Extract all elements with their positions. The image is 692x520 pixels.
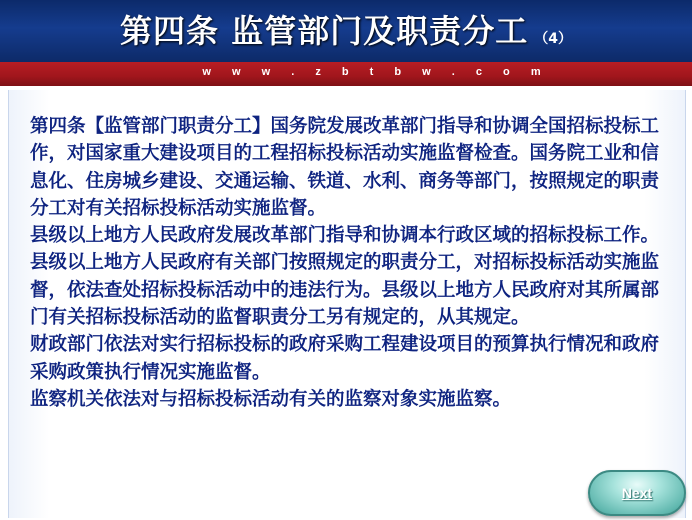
page-title (0, 6, 692, 52)
content-body (30, 113, 670, 413)
paragraph: 县级以上地方人民政府发展改革部门指导和协调本行政区域的招标投标工作。县级以上地方人民政府有关部门按照规定的职责分工，对招标投标活动实施监督，依法查处招标投标活动中的违法行为。县级以上地方人民政府对其所属部门有关招标投标活动的监督职责分工另有规定的，从其规定。 (30, 225, 660, 329)
paragraph: 财政部门依法对实行招标投标的政府采购工程建设项目的预算执行情况和政府采购政策执行情况实施监督。 (30, 334, 660, 383)
site-url: w w w . z b t b w . c o m (202, 66, 550, 78)
paragraph: 第四条【监管部门职责分工】国务院发展改革部门指导和协调全国招标投标工作，对国家重大建设项目的工程招标投标活动实施监督检查。国务院工业和信息化、住房城乡建设、交通运输、铁道、水利、商务等部门，按照规定的职责分工对有关招标投标活动实施监督。 (30, 116, 660, 219)
paragraph: 监察机关依法对与招标投标活动有关的监察对象实施监察。 (30, 388, 512, 410)
title-main: 第四条 监管部门及职责分工 (120, 12, 529, 50)
next-button[interactable]: Next (588, 470, 686, 516)
title-suffix: （4） (534, 30, 572, 47)
header-bar (0, 0, 692, 62)
